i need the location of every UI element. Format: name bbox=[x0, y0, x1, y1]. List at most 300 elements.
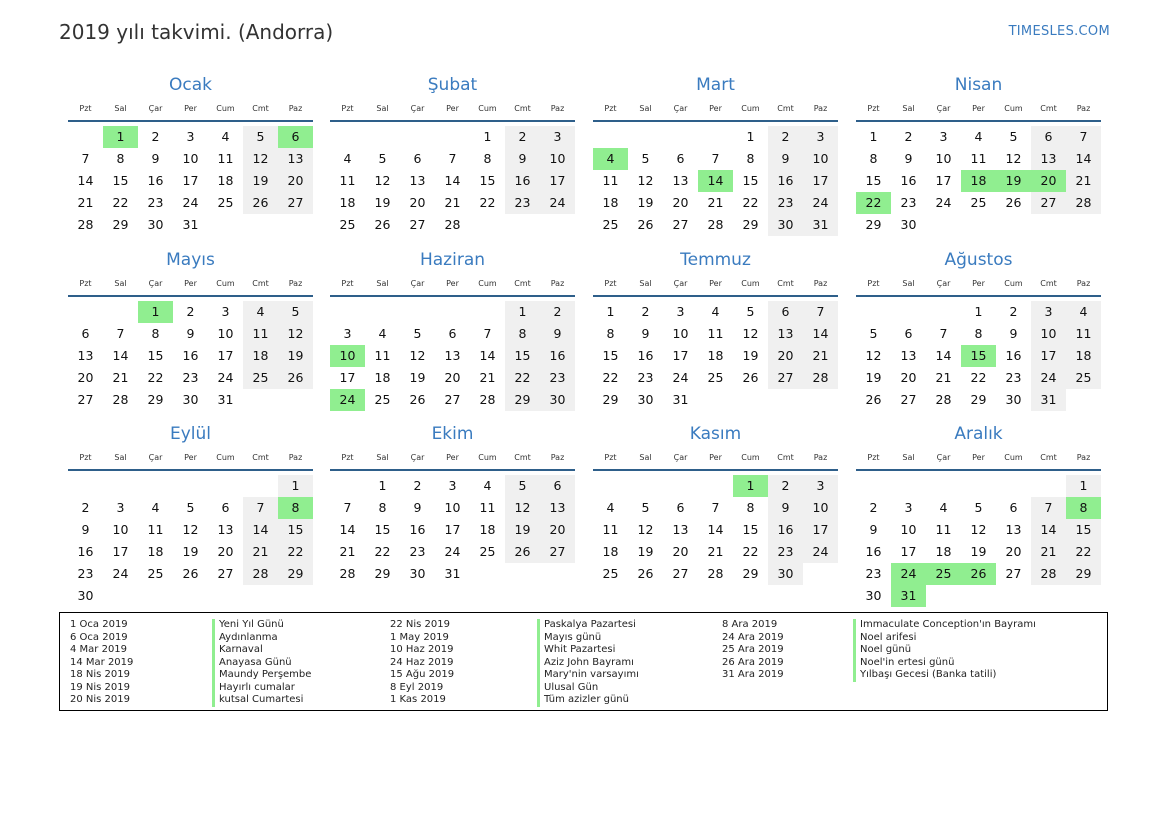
weekday-label: Pzt bbox=[341, 278, 354, 288]
day-cell: 13 bbox=[672, 173, 689, 188]
day-cell: 23 bbox=[409, 544, 426, 559]
day-cell: 16 bbox=[768, 170, 803, 192]
empty-cell bbox=[400, 126, 435, 148]
day-cell: 23 bbox=[637, 370, 654, 385]
day-cell: 26 bbox=[637, 566, 654, 581]
legend-entry: Karnaval bbox=[212, 644, 311, 657]
day-cell: 25 bbox=[602, 217, 619, 232]
holiday-day-cell: 19 bbox=[996, 170, 1031, 192]
day-cell: 30 bbox=[768, 214, 803, 236]
day-cell: 7 bbox=[939, 326, 948, 341]
day-cell: 5 bbox=[413, 326, 422, 341]
day-cell: 20 bbox=[540, 519, 575, 541]
day-cell: 2 bbox=[413, 478, 422, 493]
day-grid bbox=[68, 126, 313, 236]
day-cell: 6 bbox=[1009, 500, 1018, 515]
day-cell: 5 bbox=[378, 151, 387, 166]
day-cell: 24 bbox=[444, 544, 461, 559]
month-name: Ocak bbox=[169, 75, 212, 95]
month-block bbox=[593, 249, 838, 411]
day-cell: 20 bbox=[77, 370, 94, 385]
legend-entry: 22 Nis 2019 bbox=[390, 619, 450, 630]
day-cell: 8 bbox=[746, 500, 755, 515]
day-cell: 14 bbox=[1066, 148, 1101, 170]
site-link[interactable]: TIMESLES.COM bbox=[1008, 24, 1110, 39]
month-name: Eylül bbox=[169, 424, 212, 444]
day-cell: 13 bbox=[768, 323, 803, 345]
weekday-label: Paz bbox=[550, 452, 565, 462]
day-cell: 17 bbox=[182, 173, 199, 188]
day-cell: 21 bbox=[444, 195, 461, 210]
weekday-label: Sal bbox=[376, 278, 389, 288]
day-cell: 17 bbox=[444, 522, 461, 537]
month-block bbox=[593, 74, 838, 236]
day-cell: 17 bbox=[672, 348, 689, 363]
weekday-label: Cmt bbox=[777, 278, 794, 288]
day-cell: 2 bbox=[869, 500, 878, 515]
day-cell: 13 bbox=[540, 497, 575, 519]
day-cell: 28 bbox=[479, 392, 496, 407]
day-cell: 29 bbox=[278, 563, 313, 585]
day-cell: 20 bbox=[444, 370, 461, 385]
day-cell: 6 bbox=[413, 151, 422, 166]
day-cell: 1 bbox=[278, 475, 313, 497]
day-cell: 18 bbox=[602, 195, 619, 210]
day-cell: 9 bbox=[1009, 326, 1018, 341]
month-block bbox=[593, 423, 838, 585]
day-cell: 11 bbox=[147, 522, 164, 537]
day-cell: 18 bbox=[147, 544, 164, 559]
day-cell: 24 bbox=[803, 541, 838, 563]
day-cell: 10 bbox=[900, 522, 917, 537]
day-cell: 21 bbox=[243, 541, 278, 563]
day-cell: 23 bbox=[540, 367, 575, 389]
empty-cell bbox=[243, 475, 278, 497]
day-cell: 26 bbox=[278, 367, 313, 389]
empty-cell bbox=[68, 301, 103, 323]
day-cell: 3 bbox=[803, 475, 838, 497]
day-cell: 5 bbox=[243, 126, 278, 148]
legend-entry: Anayasa Günü bbox=[212, 657, 311, 670]
day-cell: 4 bbox=[483, 478, 492, 493]
month-name: Aralık bbox=[954, 424, 1003, 444]
weekday-label: Cmt bbox=[1040, 103, 1057, 113]
empty-cell bbox=[103, 475, 138, 497]
legend-entry: 8 Eyl 2019 bbox=[390, 681, 444, 693]
empty-cell bbox=[330, 301, 365, 323]
day-cell: 3 bbox=[186, 129, 195, 144]
weekday-label: Çar bbox=[410, 278, 425, 288]
day-cell: 24 bbox=[112, 566, 129, 581]
day-cell: 4 bbox=[711, 304, 720, 319]
weekday-label: Pzt bbox=[604, 103, 617, 113]
day-cell: 9 bbox=[768, 497, 803, 519]
legend-names-1 bbox=[212, 619, 311, 707]
day-cell: 28 bbox=[1031, 563, 1066, 585]
legend-names-3 bbox=[853, 619, 1036, 682]
empty-cell bbox=[961, 475, 996, 497]
day-cell: 5 bbox=[186, 500, 195, 515]
day-cell: 19 bbox=[970, 544, 987, 559]
day-grid bbox=[856, 126, 1101, 236]
empty-cell bbox=[628, 126, 663, 148]
month-name: Ekim bbox=[431, 424, 474, 444]
empty-cell bbox=[856, 475, 891, 497]
day-cell: 23 bbox=[147, 195, 164, 210]
day-cell: 14 bbox=[479, 348, 496, 363]
empty-cell bbox=[628, 475, 663, 497]
day-grid bbox=[593, 475, 838, 585]
month-name: Haziran bbox=[419, 250, 486, 270]
weekday-label: Per bbox=[184, 103, 197, 113]
day-cell: 18 bbox=[374, 370, 391, 385]
legend-entry: 26 Ara 2019 bbox=[722, 656, 784, 668]
day-cell: 30 bbox=[409, 566, 426, 581]
day-cell: 27 bbox=[768, 367, 803, 389]
day-cell: 22 bbox=[602, 370, 619, 385]
legend-entry: 19 Nis 2019 bbox=[70, 681, 130, 693]
empty-cell bbox=[365, 126, 400, 148]
weekday-label: Cum bbox=[1004, 278, 1023, 288]
weekday-label: Per bbox=[184, 278, 197, 288]
day-cell: 3 bbox=[116, 500, 125, 515]
day-cell: 22 bbox=[742, 195, 759, 210]
day-cell: 30 bbox=[182, 392, 199, 407]
legend-entry: Paskalya Pazartesi bbox=[537, 619, 639, 632]
day-cell: 11 bbox=[1066, 323, 1101, 345]
day-cell: 21 bbox=[112, 370, 129, 385]
day-cell: 5 bbox=[505, 475, 540, 497]
weekday-header bbox=[68, 445, 313, 471]
day-cell: 30 bbox=[637, 392, 654, 407]
legend-entry: Aziz John Bayramı bbox=[537, 657, 639, 670]
holiday-day-cell: 1 bbox=[733, 475, 768, 497]
empty-cell bbox=[208, 475, 243, 497]
day-cell: 15 bbox=[147, 348, 164, 363]
day-cell: 10 bbox=[1031, 323, 1066, 345]
day-grid bbox=[593, 126, 838, 236]
day-cell: 10 bbox=[540, 148, 575, 170]
legend-entry: Aydınlanma bbox=[212, 632, 311, 645]
empty-cell bbox=[593, 475, 628, 497]
month-block bbox=[856, 423, 1101, 607]
month-block bbox=[68, 74, 313, 236]
legend-entry: 24 Ara 2019 bbox=[722, 631, 784, 643]
day-cell: 9 bbox=[904, 151, 913, 166]
day-cell: 16 bbox=[147, 173, 164, 188]
month-name: Temmuz bbox=[680, 250, 751, 270]
day-cell: 2 bbox=[505, 126, 540, 148]
day-cell: 15 bbox=[278, 519, 313, 541]
day-cell: 28 bbox=[112, 392, 129, 407]
day-cell: 23 bbox=[182, 370, 199, 385]
day-cell: 20 bbox=[1005, 544, 1022, 559]
day-cell: 23 bbox=[77, 566, 94, 581]
weekday-label: Sal bbox=[639, 278, 652, 288]
weekday-label: Cmt bbox=[514, 278, 531, 288]
day-cell: 13 bbox=[409, 173, 426, 188]
day-cell: 30 bbox=[865, 588, 882, 603]
day-cell: 18 bbox=[479, 522, 496, 537]
weekday-label: Sal bbox=[376, 103, 389, 113]
day-cell: 3 bbox=[1031, 301, 1066, 323]
day-cell: 31 bbox=[217, 392, 234, 407]
day-cell: 28 bbox=[243, 563, 278, 585]
weekday-label: Paz bbox=[1076, 278, 1091, 288]
day-cell: 4 bbox=[378, 326, 387, 341]
weekday-label: Pzt bbox=[341, 103, 354, 113]
day-cell: 21 bbox=[707, 195, 724, 210]
day-cell: 4 bbox=[151, 500, 160, 515]
day-cell: 9 bbox=[540, 323, 575, 345]
day-cell: 21 bbox=[339, 544, 356, 559]
weekday-label: Çar bbox=[936, 452, 951, 462]
day-cell: 7 bbox=[803, 301, 838, 323]
legend-entry: Noel günü bbox=[853, 644, 1036, 657]
day-cell: 29 bbox=[374, 566, 391, 581]
weekday-label: Per bbox=[972, 278, 985, 288]
weekday-header bbox=[330, 445, 575, 471]
weekday-label: Paz bbox=[1076, 103, 1091, 113]
empty-cell bbox=[856, 301, 891, 323]
day-cell: 11 bbox=[602, 173, 619, 188]
day-cell: 6 bbox=[448, 326, 457, 341]
day-cell: 25 bbox=[1066, 367, 1101, 389]
legend-entry: Yılbaşı Gecesi (Banka tatili) bbox=[853, 669, 1036, 682]
day-cell: 25 bbox=[479, 544, 496, 559]
day-grid bbox=[330, 301, 575, 411]
day-cell: 30 bbox=[1005, 392, 1022, 407]
day-cell: 2 bbox=[904, 129, 913, 144]
day-cell: 18 bbox=[1066, 345, 1101, 367]
holiday-day-cell: 8 bbox=[278, 497, 313, 519]
month-name: Şubat bbox=[427, 75, 478, 95]
day-cell: 4 bbox=[606, 500, 615, 515]
legend-entry: 24 Haz 2019 bbox=[390, 656, 454, 668]
day-cell: 28 bbox=[1066, 192, 1101, 214]
day-cell: 5 bbox=[641, 151, 650, 166]
weekday-label: Per bbox=[972, 452, 985, 462]
legend-entry: 14 Mar 2019 bbox=[70, 656, 134, 668]
day-cell: 16 bbox=[865, 544, 882, 559]
weekday-label: Pzt bbox=[604, 452, 617, 462]
legend-entry: 8 Ara 2019 bbox=[722, 619, 778, 630]
day-cell: 29 bbox=[505, 389, 540, 411]
day-cell: 6 bbox=[676, 500, 685, 515]
day-cell: 25 bbox=[147, 566, 164, 581]
weekday-label: Per bbox=[972, 103, 985, 113]
holiday-day-cell: 15 bbox=[961, 345, 996, 367]
holiday-day-cell: 24 bbox=[330, 389, 365, 411]
day-cell: 29 bbox=[742, 566, 759, 581]
day-cell: 2 bbox=[186, 304, 195, 319]
day-cell: 26 bbox=[409, 392, 426, 407]
weekday-label: Cum bbox=[478, 278, 497, 288]
day-cell: 14 bbox=[1031, 519, 1066, 541]
day-cell: 30 bbox=[768, 563, 803, 585]
day-cell: 1 bbox=[746, 129, 755, 144]
weekday-label: Sal bbox=[639, 103, 652, 113]
day-cell: 18 bbox=[707, 348, 724, 363]
day-cell: 9 bbox=[641, 326, 650, 341]
empty-cell bbox=[68, 475, 103, 497]
day-cell: 29 bbox=[112, 217, 129, 232]
weekday-label: Per bbox=[446, 278, 459, 288]
day-cell: 13 bbox=[77, 348, 94, 363]
day-cell: 12 bbox=[374, 173, 391, 188]
weekday-label: Pzt bbox=[79, 452, 92, 462]
weekday-label: Cum bbox=[478, 103, 497, 113]
day-cell: 4 bbox=[939, 500, 948, 515]
weekday-label: Per bbox=[709, 103, 722, 113]
day-cell: 4 bbox=[221, 129, 230, 144]
day-cell: 2 bbox=[151, 129, 160, 144]
weekday-label: Cum bbox=[741, 452, 760, 462]
day-cell: 1 bbox=[869, 129, 878, 144]
day-cell: 6 bbox=[540, 475, 575, 497]
weekday-label: Cmt bbox=[777, 103, 794, 113]
month-block bbox=[330, 249, 575, 411]
empty-cell bbox=[663, 126, 698, 148]
weekday-label: Sal bbox=[114, 103, 127, 113]
day-cell: 24 bbox=[672, 370, 689, 385]
empty-cell bbox=[698, 126, 733, 148]
day-cell: 13 bbox=[1031, 148, 1066, 170]
day-cell: 14 bbox=[77, 173, 94, 188]
day-cell: 12 bbox=[637, 522, 654, 537]
day-cell: 16 bbox=[637, 348, 654, 363]
day-cell: 27 bbox=[1005, 566, 1022, 581]
weekday-label: Per bbox=[446, 103, 459, 113]
weekday-label: Paz bbox=[813, 103, 828, 113]
holiday-day-cell: 14 bbox=[698, 170, 733, 192]
legend-dates-1 bbox=[70, 619, 133, 707]
day-cell: 30 bbox=[147, 217, 164, 232]
legend-entry: 4 Mar 2019 bbox=[70, 644, 128, 655]
day-cell: 15 bbox=[112, 173, 129, 188]
weekday-header bbox=[68, 96, 313, 122]
day-cell: 24 bbox=[182, 195, 199, 210]
day-cell: 9 bbox=[151, 151, 160, 166]
empty-cell bbox=[435, 301, 470, 323]
day-cell: 19 bbox=[637, 195, 654, 210]
day-cell: 28 bbox=[339, 566, 356, 581]
holiday-day-cell: 8 bbox=[1066, 497, 1101, 519]
day-cell: 21 bbox=[707, 544, 724, 559]
day-cell: 29 bbox=[1066, 563, 1101, 585]
legend-entry: kutsal Cumartesi bbox=[212, 694, 311, 707]
empty-cell bbox=[926, 475, 961, 497]
holiday-day-cell: 18 bbox=[961, 170, 996, 192]
day-cell: 20 bbox=[278, 170, 313, 192]
day-cell: 24 bbox=[217, 370, 234, 385]
day-cell: 9 bbox=[186, 326, 195, 341]
day-cell: 25 bbox=[602, 566, 619, 581]
day-cell: 10 bbox=[803, 497, 838, 519]
weekday-label: Cmt bbox=[252, 452, 269, 462]
weekday-header bbox=[856, 271, 1101, 297]
day-cell: 26 bbox=[374, 217, 391, 232]
day-cell: 8 bbox=[606, 326, 615, 341]
day-cell: 22 bbox=[147, 370, 164, 385]
day-cell: 3 bbox=[343, 326, 352, 341]
weekday-label: Paz bbox=[813, 278, 828, 288]
day-cell: 17 bbox=[112, 544, 129, 559]
month-name: Kasım bbox=[689, 424, 742, 444]
empty-cell bbox=[663, 475, 698, 497]
day-cell: 23 bbox=[505, 192, 540, 214]
day-cell: 12 bbox=[505, 497, 540, 519]
empty-cell bbox=[330, 475, 365, 497]
day-cell: 12 bbox=[182, 522, 199, 537]
day-cell: 26 bbox=[243, 192, 278, 214]
day-cell: 30 bbox=[540, 389, 575, 411]
day-cell: 27 bbox=[444, 392, 461, 407]
day-grid bbox=[330, 475, 575, 585]
weekday-label: Sal bbox=[902, 278, 915, 288]
legend-dates-2 bbox=[390, 619, 454, 707]
day-cell: 3 bbox=[939, 129, 948, 144]
legend-entry: Immaculate Conception'ın Bayramı bbox=[853, 619, 1036, 632]
day-cell: 16 bbox=[409, 522, 426, 537]
holiday-day-cell: 24 bbox=[891, 563, 926, 585]
month-name: Mart bbox=[696, 75, 735, 95]
day-grid bbox=[856, 301, 1101, 411]
day-cell: 19 bbox=[374, 195, 391, 210]
day-cell: 15 bbox=[865, 173, 882, 188]
weekday-label: Pzt bbox=[867, 278, 880, 288]
day-cell: 5 bbox=[1009, 129, 1018, 144]
day-cell: 23 bbox=[1005, 370, 1022, 385]
empty-cell bbox=[330, 126, 365, 148]
legend-entry: Hayırlı cumalar bbox=[212, 682, 311, 695]
weekday-header bbox=[856, 445, 1101, 471]
day-cell: 7 bbox=[711, 500, 720, 515]
legend-entry: Noel'in ertesi günü bbox=[853, 657, 1036, 670]
empty-cell bbox=[173, 475, 208, 497]
day-cell: 27 bbox=[672, 217, 689, 232]
day-cell: 1 bbox=[606, 304, 615, 319]
legend-entry: Tüm azizler günü bbox=[537, 694, 639, 707]
day-cell: 25 bbox=[374, 392, 391, 407]
weekday-label: Per bbox=[446, 452, 459, 462]
day-cell: 15 bbox=[505, 345, 540, 367]
day-cell: 29 bbox=[970, 392, 987, 407]
day-cell: 1 bbox=[378, 478, 387, 493]
holiday-day-cell: 6 bbox=[278, 126, 313, 148]
holiday-day-cell: 31 bbox=[891, 585, 926, 607]
day-cell: 14 bbox=[112, 348, 129, 363]
day-cell: 18 bbox=[935, 544, 952, 559]
day-cell: 25 bbox=[970, 195, 987, 210]
weekday-label: Cum bbox=[741, 278, 760, 288]
day-cell: 8 bbox=[116, 151, 125, 166]
weekday-header bbox=[593, 96, 838, 122]
day-cell: 1 bbox=[483, 129, 492, 144]
day-cell: 17 bbox=[217, 348, 234, 363]
day-cell: 25 bbox=[243, 367, 278, 389]
empty-cell bbox=[365, 301, 400, 323]
day-cell: 6 bbox=[768, 301, 803, 323]
weekday-label: Paz bbox=[288, 452, 303, 462]
day-cell: 2 bbox=[768, 475, 803, 497]
day-cell: 22 bbox=[505, 367, 540, 389]
day-cell: 3 bbox=[221, 304, 230, 319]
day-cell: 25 bbox=[217, 195, 234, 210]
holiday-day-cell: 22 bbox=[856, 192, 891, 214]
day-cell: 9 bbox=[413, 500, 422, 515]
day-cell: 29 bbox=[742, 217, 759, 232]
